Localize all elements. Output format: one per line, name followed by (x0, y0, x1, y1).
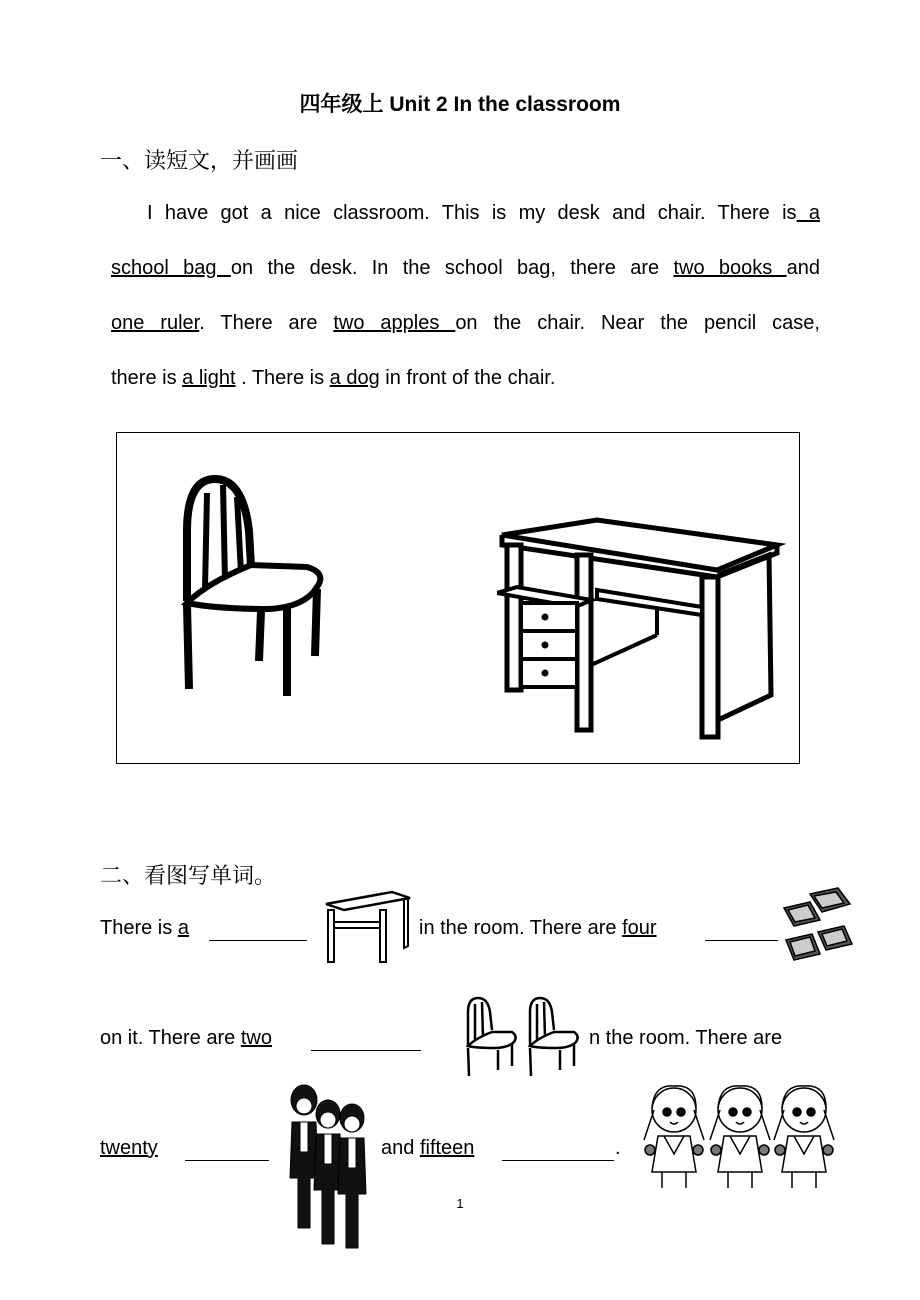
question-line-3c (615, 1137, 621, 1160)
underlined-text: a (796, 202, 820, 224)
small-desk-icon (322, 888, 412, 966)
girls-icon (642, 1080, 838, 1192)
underlined-text: school bag (111, 257, 231, 279)
question-line-3b (381, 1137, 474, 1160)
text: . (615, 1137, 621, 1159)
text: and (381, 1137, 420, 1159)
boys-icon (288, 1078, 370, 1250)
question-line-1 (100, 917, 189, 940)
drawing-area[interactable] (116, 432, 800, 764)
question-line-2 (100, 1027, 272, 1050)
underlined-word: twenty (100, 1137, 158, 1159)
underlined-text: two apples (333, 312, 456, 334)
text: on the desk. In the school bag, there are (230, 257, 660, 279)
question-line-3 (100, 1137, 158, 1160)
answer-blank-chairs[interactable] (311, 1028, 421, 1051)
text: There is (100, 917, 178, 939)
answer-blank-girls[interactable] (502, 1138, 614, 1161)
text: on it. There are (100, 1027, 241, 1049)
section-1-heading: 一、读短文，并画画 (100, 149, 299, 174)
underlined-word: two (240, 1027, 272, 1049)
underlined-text: a light (182, 367, 236, 389)
page-title: 四年级上 Unit 2 In the classroom (299, 93, 621, 116)
paragraph-line-3 (111, 312, 820, 335)
text: . There is (235, 367, 330, 389)
answer-blank-boys[interactable] (185, 1138, 269, 1161)
text: n the room. There are (589, 1027, 783, 1049)
chair-drawing-icon (177, 471, 327, 701)
question-line-2b (589, 1027, 782, 1050)
underlined-word: a (177, 917, 189, 939)
text: in front of the chair. (379, 367, 556, 389)
two-chairs-icon (462, 996, 586, 1078)
question-line-1b (419, 917, 657, 940)
underlined-text: two books (673, 257, 787, 279)
underlined-text: a dog (329, 367, 380, 389)
books-icon (780, 886, 854, 968)
text: on the chair. Near the pencil case, (455, 312, 820, 334)
answer-blank-desk[interactable] (209, 918, 307, 941)
text: and (786, 257, 820, 279)
text: I have got a nice classroom. This is my desk and chair. There is (147, 202, 797, 224)
desk-drawing-icon (497, 515, 787, 745)
page-number: 1 (456, 1196, 464, 1211)
underlined-text: one ruler (111, 312, 200, 334)
underlined-word: fifteen (419, 1137, 475, 1159)
text: . There are (199, 312, 334, 334)
section-2-heading: 二、看图写单词。 (100, 864, 277, 889)
paragraph-line-2 (111, 257, 820, 280)
text: in the room. There are (419, 917, 623, 939)
paragraph-line-4 (111, 367, 820, 390)
underlined-word: four (622, 917, 657, 939)
answer-blank-books[interactable] (705, 918, 778, 941)
paragraph-line-1 (111, 202, 820, 225)
text: there is (111, 367, 183, 389)
